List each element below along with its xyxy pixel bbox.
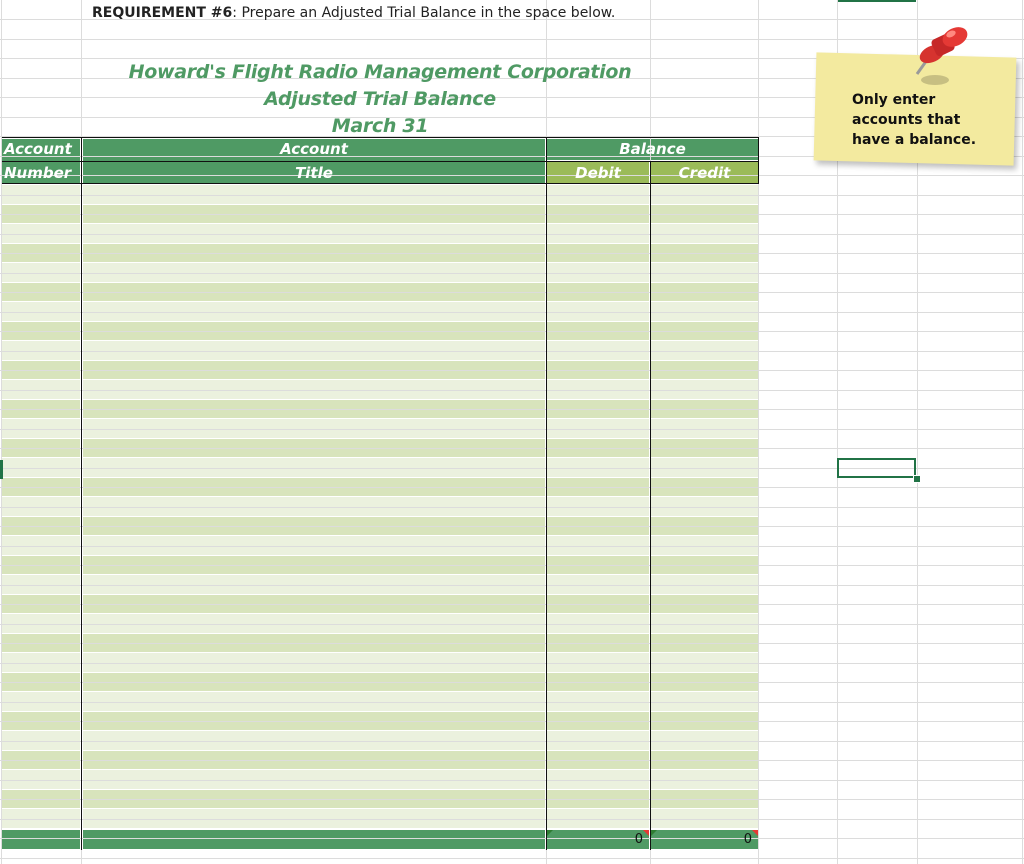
gridline (0, 643, 1024, 644)
gridline (1022, 0, 1023, 864)
total-credit-value: 0 (743, 832, 752, 847)
comment-indicator-icon[interactable] (643, 830, 649, 836)
green-corner-marker-icon (547, 830, 553, 836)
gridline (0, 682, 1024, 683)
balance-header: Balance (619, 140, 686, 158)
account-title-header-top: Account (280, 140, 348, 158)
gridline (0, 741, 1024, 742)
gridline (0, 390, 1024, 391)
gridline (0, 273, 1024, 274)
gridline (0, 429, 1024, 430)
gridline (0, 585, 1024, 586)
gridline (0, 214, 1024, 215)
gridline (0, 799, 1024, 800)
gridline (0, 702, 1024, 703)
account-number-header-top: Account (4, 140, 72, 158)
fill-handle[interactable] (913, 475, 921, 483)
gridline (0, 604, 1024, 605)
green-corner-marker-icon (651, 830, 657, 836)
gridline (0, 234, 1024, 235)
total-row-number-cell[interactable] (2, 830, 80, 849)
gridline (0, 780, 1024, 781)
gridline (758, 0, 759, 864)
gridline (1, 0, 2, 864)
gridline (0, 409, 1024, 410)
requirement-label: REQUIREMENT #6 (92, 5, 233, 21)
gridline (0, 663, 1024, 664)
gridline (0, 507, 1024, 508)
gridline (0, 546, 1024, 547)
credit-header: Credit (678, 164, 731, 182)
selected-cell[interactable] (837, 458, 916, 478)
gridline (0, 195, 1024, 196)
gridline (0, 819, 1024, 820)
gridline (0, 858, 1024, 859)
active-row-indicator (0, 460, 3, 479)
gridline (0, 565, 1024, 566)
gridline (0, 448, 1024, 449)
gridline (0, 526, 1024, 527)
gridline (0, 487, 1024, 488)
column-header-accent (838, 0, 916, 2)
report-date: March 31 (331, 115, 429, 137)
comment-indicator-icon[interactable] (752, 830, 758, 836)
report-title: Adjusted Trial Balance (264, 88, 496, 110)
gridline (0, 39, 1024, 40)
requirement-text (92, 4, 615, 22)
gridline (0, 312, 1024, 313)
gridline (0, 721, 1024, 722)
gridline (0, 331, 1024, 332)
requirement-instruction: : Prepare an Adjusted Trial Balance in the space below. (232, 5, 616, 21)
total-debit-value: 0 (634, 832, 643, 847)
gridline (0, 292, 1024, 293)
total-row-title-cell[interactable] (83, 830, 545, 849)
company-name: Howard's Flight Radio Management Corporation (128, 61, 632, 83)
gridline (0, 351, 1024, 352)
push-pin-icon (895, 22, 975, 94)
gridline (0, 838, 1024, 839)
account-title-header-bottom: Title (295, 164, 333, 182)
sticky-note-text: Only enter accounts that have a balance. (852, 92, 977, 148)
account-number-header-bottom: Number (4, 164, 72, 182)
debit-header: Debit (575, 164, 621, 182)
gridline (0, 253, 1024, 254)
gridline (0, 624, 1024, 625)
gridline (0, 760, 1024, 761)
gridline (0, 370, 1024, 371)
